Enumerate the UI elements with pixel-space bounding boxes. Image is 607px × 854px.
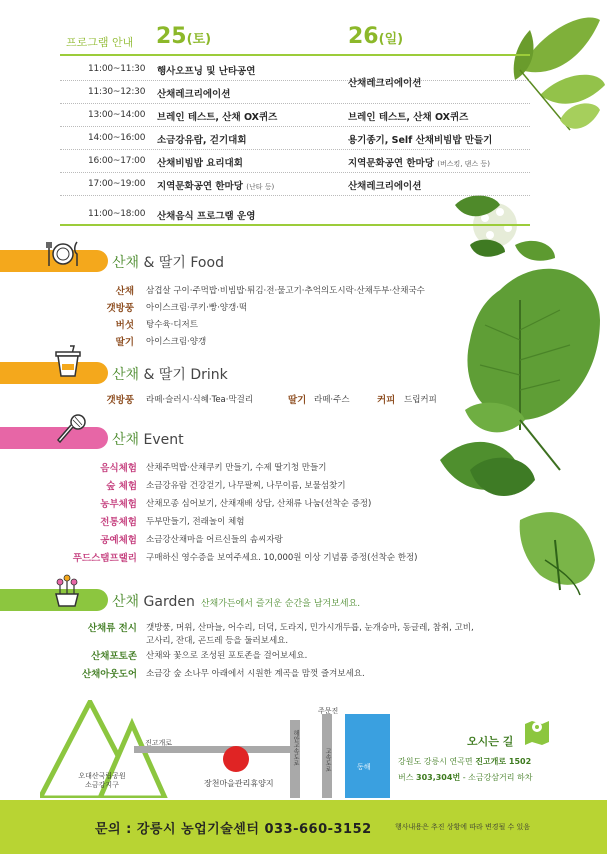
item-label: 갯방풍 bbox=[106, 395, 134, 406]
schedule-row bbox=[60, 203, 530, 226]
sea-label: 동해 bbox=[357, 763, 371, 771]
item-text: 아이스크림·양갱 bbox=[146, 337, 207, 347]
item-text: 탕수육·디저트 bbox=[146, 320, 198, 330]
item-label: 농부체험 bbox=[100, 499, 137, 510]
program-label: 프로그램 안내 bbox=[66, 36, 134, 49]
item-text: 두부만들기, 전래놀이 체험 bbox=[146, 517, 245, 527]
park-label: 오대산국립공원 bbox=[78, 772, 126, 780]
day1-cell: 지역문화공연 한마당 (난타 등) bbox=[157, 181, 275, 192]
item-text: 소금강유람 건강걷기, 나무팔찌, 나무이름, 보물섬찾기 bbox=[146, 481, 346, 491]
item-text: 드립커피 bbox=[404, 395, 437, 405]
item-label: 커피 bbox=[377, 395, 396, 406]
day2-cell: 산채레크리에이션 bbox=[348, 181, 422, 192]
day2-cell: 용기종기, Self 산채비빔밥 만들기 bbox=[348, 135, 493, 146]
day1-cell: 소금강유람, 걷기대회 bbox=[157, 135, 247, 146]
header-divider bbox=[60, 54, 530, 56]
road-label: 주문진 bbox=[318, 707, 339, 715]
footer bbox=[0, 800, 607, 854]
time-cell: 13:00~14:00 bbox=[88, 110, 146, 120]
road-label: 해안고속도로 bbox=[292, 730, 299, 766]
item-label: 음식체험 bbox=[100, 463, 137, 474]
schedule-header bbox=[0, 22, 607, 56]
day1-cell: 브레인 테스트, 산채 OX퀴즈 bbox=[157, 112, 278, 123]
item-label: 버섯 bbox=[115, 320, 134, 331]
item-text: 고사리, 잔대, 곤드레 등을 둘러보세요. bbox=[146, 636, 289, 646]
item-label: 갯방풍 bbox=[106, 303, 134, 314]
garden-title: 산채 Garden 산채가든에서 즐거운 순간을 남겨보세요. bbox=[112, 594, 361, 610]
contact-info: 문의 : 강릉시 농업기술센터 033-660-3152 bbox=[95, 822, 372, 837]
item-label: 산채포토존 bbox=[91, 651, 137, 662]
day2-cell: 브레인 테스트, 산채 OX퀴즈 bbox=[348, 112, 469, 123]
directions-address: 강원도 강릉시 연곡면 진고개로 1502 bbox=[398, 757, 532, 766]
day1-cell: 산채비빔밥 요리대회 bbox=[157, 158, 243, 169]
item-text: 삼겹살 구이·주먹밥·비빔밥·튀김·전·물고기·추억의도시락·산채두부·산채국수 bbox=[146, 286, 425, 296]
time-cell: 11:00~11:30 bbox=[88, 64, 146, 74]
day2-heading: 26(일) bbox=[348, 24, 404, 49]
item-text: 갯방풍, 머위, 산마늘, 어수리, 더덕, 도라지, 민가시개두릅, 눈개승마, 동글레, 참취, 고비, bbox=[146, 623, 474, 633]
road-label: 진고개로 bbox=[145, 739, 173, 747]
item-text: 아이스크림·쿠키·빵·양갱·떡 bbox=[146, 303, 248, 313]
item-text: 소금강산채마을 어르신들의 솜씨자랑 bbox=[146, 535, 283, 545]
event-title: 산채 Event bbox=[112, 432, 184, 448]
plate-cutlery-icon bbox=[46, 236, 80, 270]
day1-cell: 행사오프닝 및 난타공연 bbox=[157, 66, 256, 77]
item-label: 공예체험 bbox=[100, 535, 137, 546]
item-text: 소금강 숲 소나무 아래에서 시원한 계곡을 맘껏 즐겨보세요. bbox=[146, 669, 365, 679]
day1-heading: 25(토) bbox=[156, 24, 212, 49]
food-title: 산채 & 딸기 Food bbox=[112, 255, 224, 271]
microphone-icon bbox=[54, 412, 88, 446]
item-label: 푸드스탬프랠리 bbox=[72, 553, 137, 564]
item-label: 산채 bbox=[115, 286, 134, 297]
schedule-row bbox=[60, 127, 530, 150]
item-text: 구매하신 영수증을 보여주세요. 10,000원 이상 기념품 증정(선착순 한정) bbox=[146, 553, 418, 563]
day2-cell: 산채레크리에이션 bbox=[348, 78, 422, 89]
item-text: 산채모종 심어보기, 산채재배 상담, 산채류 나눔(선착순 증정) bbox=[146, 499, 372, 509]
directions-bus: 버스 303,304번 - 소금강삼거리 하차 bbox=[398, 773, 533, 782]
road-label: 고속도로 bbox=[324, 748, 331, 772]
item-text: 산채주먹밥·산채쿠키 만들기, 수제 딸기청 만들기 bbox=[146, 463, 327, 473]
footer-note: 행사내용은 추진 상황에 따라 변경될 수 있음 bbox=[395, 823, 531, 831]
time-cell: 14:00~16:00 bbox=[88, 133, 146, 143]
time-cell: 11:00~18:00 bbox=[88, 209, 146, 219]
park-sublabel: 소금강지구 bbox=[85, 781, 119, 789]
drink-cup-icon bbox=[52, 344, 86, 378]
schedule-row bbox=[60, 150, 530, 173]
venue-label: 장천마을관리휴양지 bbox=[204, 779, 274, 788]
day1-cell: 산채음식 프로그램 운영 bbox=[157, 211, 256, 222]
flower-pot-icon bbox=[50, 574, 84, 608]
garden-subtitle: 산채가든에서 즐거운 순간을 남겨보세요. bbox=[200, 599, 361, 609]
day2-cell: 지역문화공연 한마당 (버스킹, 댄스 등) bbox=[348, 158, 490, 169]
map-pin-icon bbox=[523, 716, 551, 746]
item-label: 딸기 bbox=[288, 395, 307, 406]
drink-title: 산채 & 딸기 Drink bbox=[112, 367, 228, 383]
schedule-row bbox=[60, 78, 530, 104]
directions-title: 오시는 길 bbox=[467, 735, 514, 748]
greens-bunch-icon bbox=[440, 442, 595, 595]
item-label: 숲 체험 bbox=[106, 481, 137, 492]
time-cell: 11:30~12:30 bbox=[88, 87, 146, 97]
schedule-row bbox=[60, 58, 530, 81]
item-label: 전통체험 bbox=[100, 517, 137, 528]
item-label: 딸기 bbox=[115, 337, 134, 348]
schedule-row bbox=[60, 173, 530, 196]
time-cell: 17:00~19:00 bbox=[88, 179, 146, 189]
day1-cell: 산채레크리에이션 bbox=[157, 89, 231, 100]
schedule-row bbox=[60, 104, 530, 127]
large-leaf-icon bbox=[465, 269, 600, 470]
item-text: 라떼·슬러시·식혜·Tea·막걸리 bbox=[146, 395, 254, 405]
item-label: 산채류 전시 bbox=[87, 623, 137, 634]
item-text: 산채와 꽃으로 조성된 포토존을 걸어보세요. bbox=[146, 651, 308, 661]
item-label: 산채아웃도어 bbox=[81, 669, 137, 680]
item-text: 라떼·주스 bbox=[314, 395, 350, 405]
time-cell: 16:00~17:00 bbox=[88, 156, 146, 166]
